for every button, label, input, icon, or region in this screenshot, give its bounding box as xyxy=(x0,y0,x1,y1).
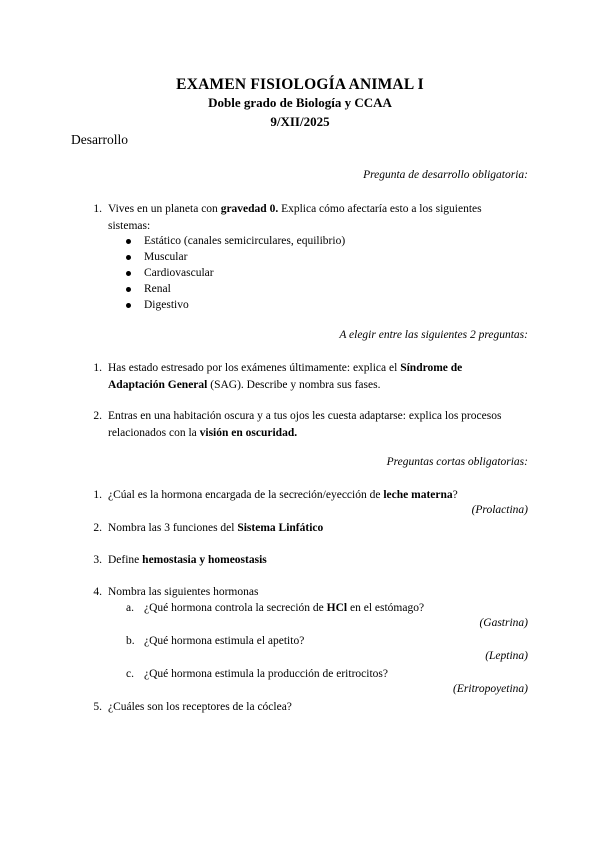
bullet-dot xyxy=(126,271,131,276)
sub-question-c xyxy=(126,666,388,683)
answer-prolactina: (Prolactina) xyxy=(471,504,528,516)
question-number: 1. xyxy=(93,489,102,501)
text-bold: HCl xyxy=(326,602,348,614)
bullet-label: Renal xyxy=(144,283,171,295)
bullet-dot xyxy=(126,303,131,308)
sub-text xyxy=(144,600,424,617)
question-text xyxy=(108,201,482,218)
question-number: 2. xyxy=(93,522,102,534)
sub-question-b xyxy=(126,633,305,650)
question-text-line2 xyxy=(108,377,380,394)
bullet-dot xyxy=(126,239,131,244)
text-bold: Síndrome de xyxy=(400,362,463,374)
exam-date: 9/XII/2025 xyxy=(270,114,330,129)
text-part: ? xyxy=(452,489,458,501)
question-text xyxy=(108,520,323,537)
text-part: Define xyxy=(108,554,143,566)
bullet-label: Digestivo xyxy=(144,299,189,311)
text-part: Has estado estresado por los exámenes últimamente: explica el xyxy=(108,362,401,374)
question-number: 1. xyxy=(93,362,102,374)
answer-gastrina: (Gastrina) xyxy=(479,617,528,629)
question-number: 1. xyxy=(93,203,102,215)
section-label: Desarrollo xyxy=(71,132,128,147)
question-text xyxy=(108,487,458,504)
question-text: Entras en una habitación oscura y a tus ojos les cuesta adaptarse: explica los procesos xyxy=(108,410,502,422)
text-bold: visión en oscuridad. xyxy=(199,427,298,439)
answer-leptina: (Leptina) xyxy=(485,650,528,662)
bullet-label: Estático (canales semicirculares, equilibrio) xyxy=(144,235,346,247)
bullet-dot xyxy=(126,255,131,260)
text-bold: gravedad 0. xyxy=(220,203,279,215)
question-text: ¿Cuáles son los receptores de la cóclea? xyxy=(108,701,292,713)
bullet-dot xyxy=(126,287,131,292)
text-part: ¿Cúal es la hormona encargada de la secreción/eyección de xyxy=(108,489,384,501)
sub-letter: b. xyxy=(126,635,135,647)
block3-heading: Preguntas cortas obligatorias: xyxy=(386,456,528,468)
question-number: 5. xyxy=(93,701,102,713)
sub-letter: c. xyxy=(126,668,134,680)
text-part: ¿Qué hormona controla la secreción de xyxy=(144,602,327,614)
question-number: 2. xyxy=(93,410,102,422)
sub-question-a xyxy=(126,600,425,617)
question-number: 4. xyxy=(93,586,102,598)
bullet-label: Muscular xyxy=(144,251,188,263)
text-part: Explica cómo afectaría esto a los siguientes xyxy=(278,203,482,215)
exam-title: EXAMEN FISIOLOGÍA ANIMAL I xyxy=(176,76,424,93)
question-text-line2: sistemas: xyxy=(108,220,151,232)
sub-text: ¿Qué hormona estimula la producción de eritrocitos? xyxy=(144,668,388,680)
text-bold: Adaptación General xyxy=(108,379,208,391)
answer-eritropoyetina: (Eritropoyetina) xyxy=(453,683,528,695)
question-text xyxy=(108,552,267,569)
text-bold: hemostasia y homeostasis xyxy=(142,554,267,566)
question-text-line2 xyxy=(108,425,297,442)
text-part: Vives en un planeta con xyxy=(108,203,221,215)
text-bold: Sistema Linfático xyxy=(237,522,324,534)
text-bold: leche materna xyxy=(383,489,453,501)
text-part: (SAG). Describe y nombra sus fases. xyxy=(207,379,381,391)
sub-letter: a. xyxy=(126,602,134,614)
text-part: Nombra las 3 funciones del xyxy=(108,522,238,534)
question-text xyxy=(108,360,462,377)
text-part: relacionados con la xyxy=(108,427,200,439)
bullet-label: Cardiovascular xyxy=(144,267,214,279)
question-number: 3. xyxy=(93,554,102,566)
block1-heading: Pregunta de desarrollo obligatoria: xyxy=(363,169,528,181)
sub-text: ¿Qué hormona estimula el apetito? xyxy=(144,635,305,647)
block2-heading: A elegir entre las siguientes 2 preguntas: xyxy=(339,329,528,341)
text-part: en el estómago? xyxy=(347,602,425,614)
question-text: Nombra las siguientes hormonas xyxy=(108,586,259,598)
exam-subtitle: Doble grado de Biología y CCAA xyxy=(208,95,392,110)
